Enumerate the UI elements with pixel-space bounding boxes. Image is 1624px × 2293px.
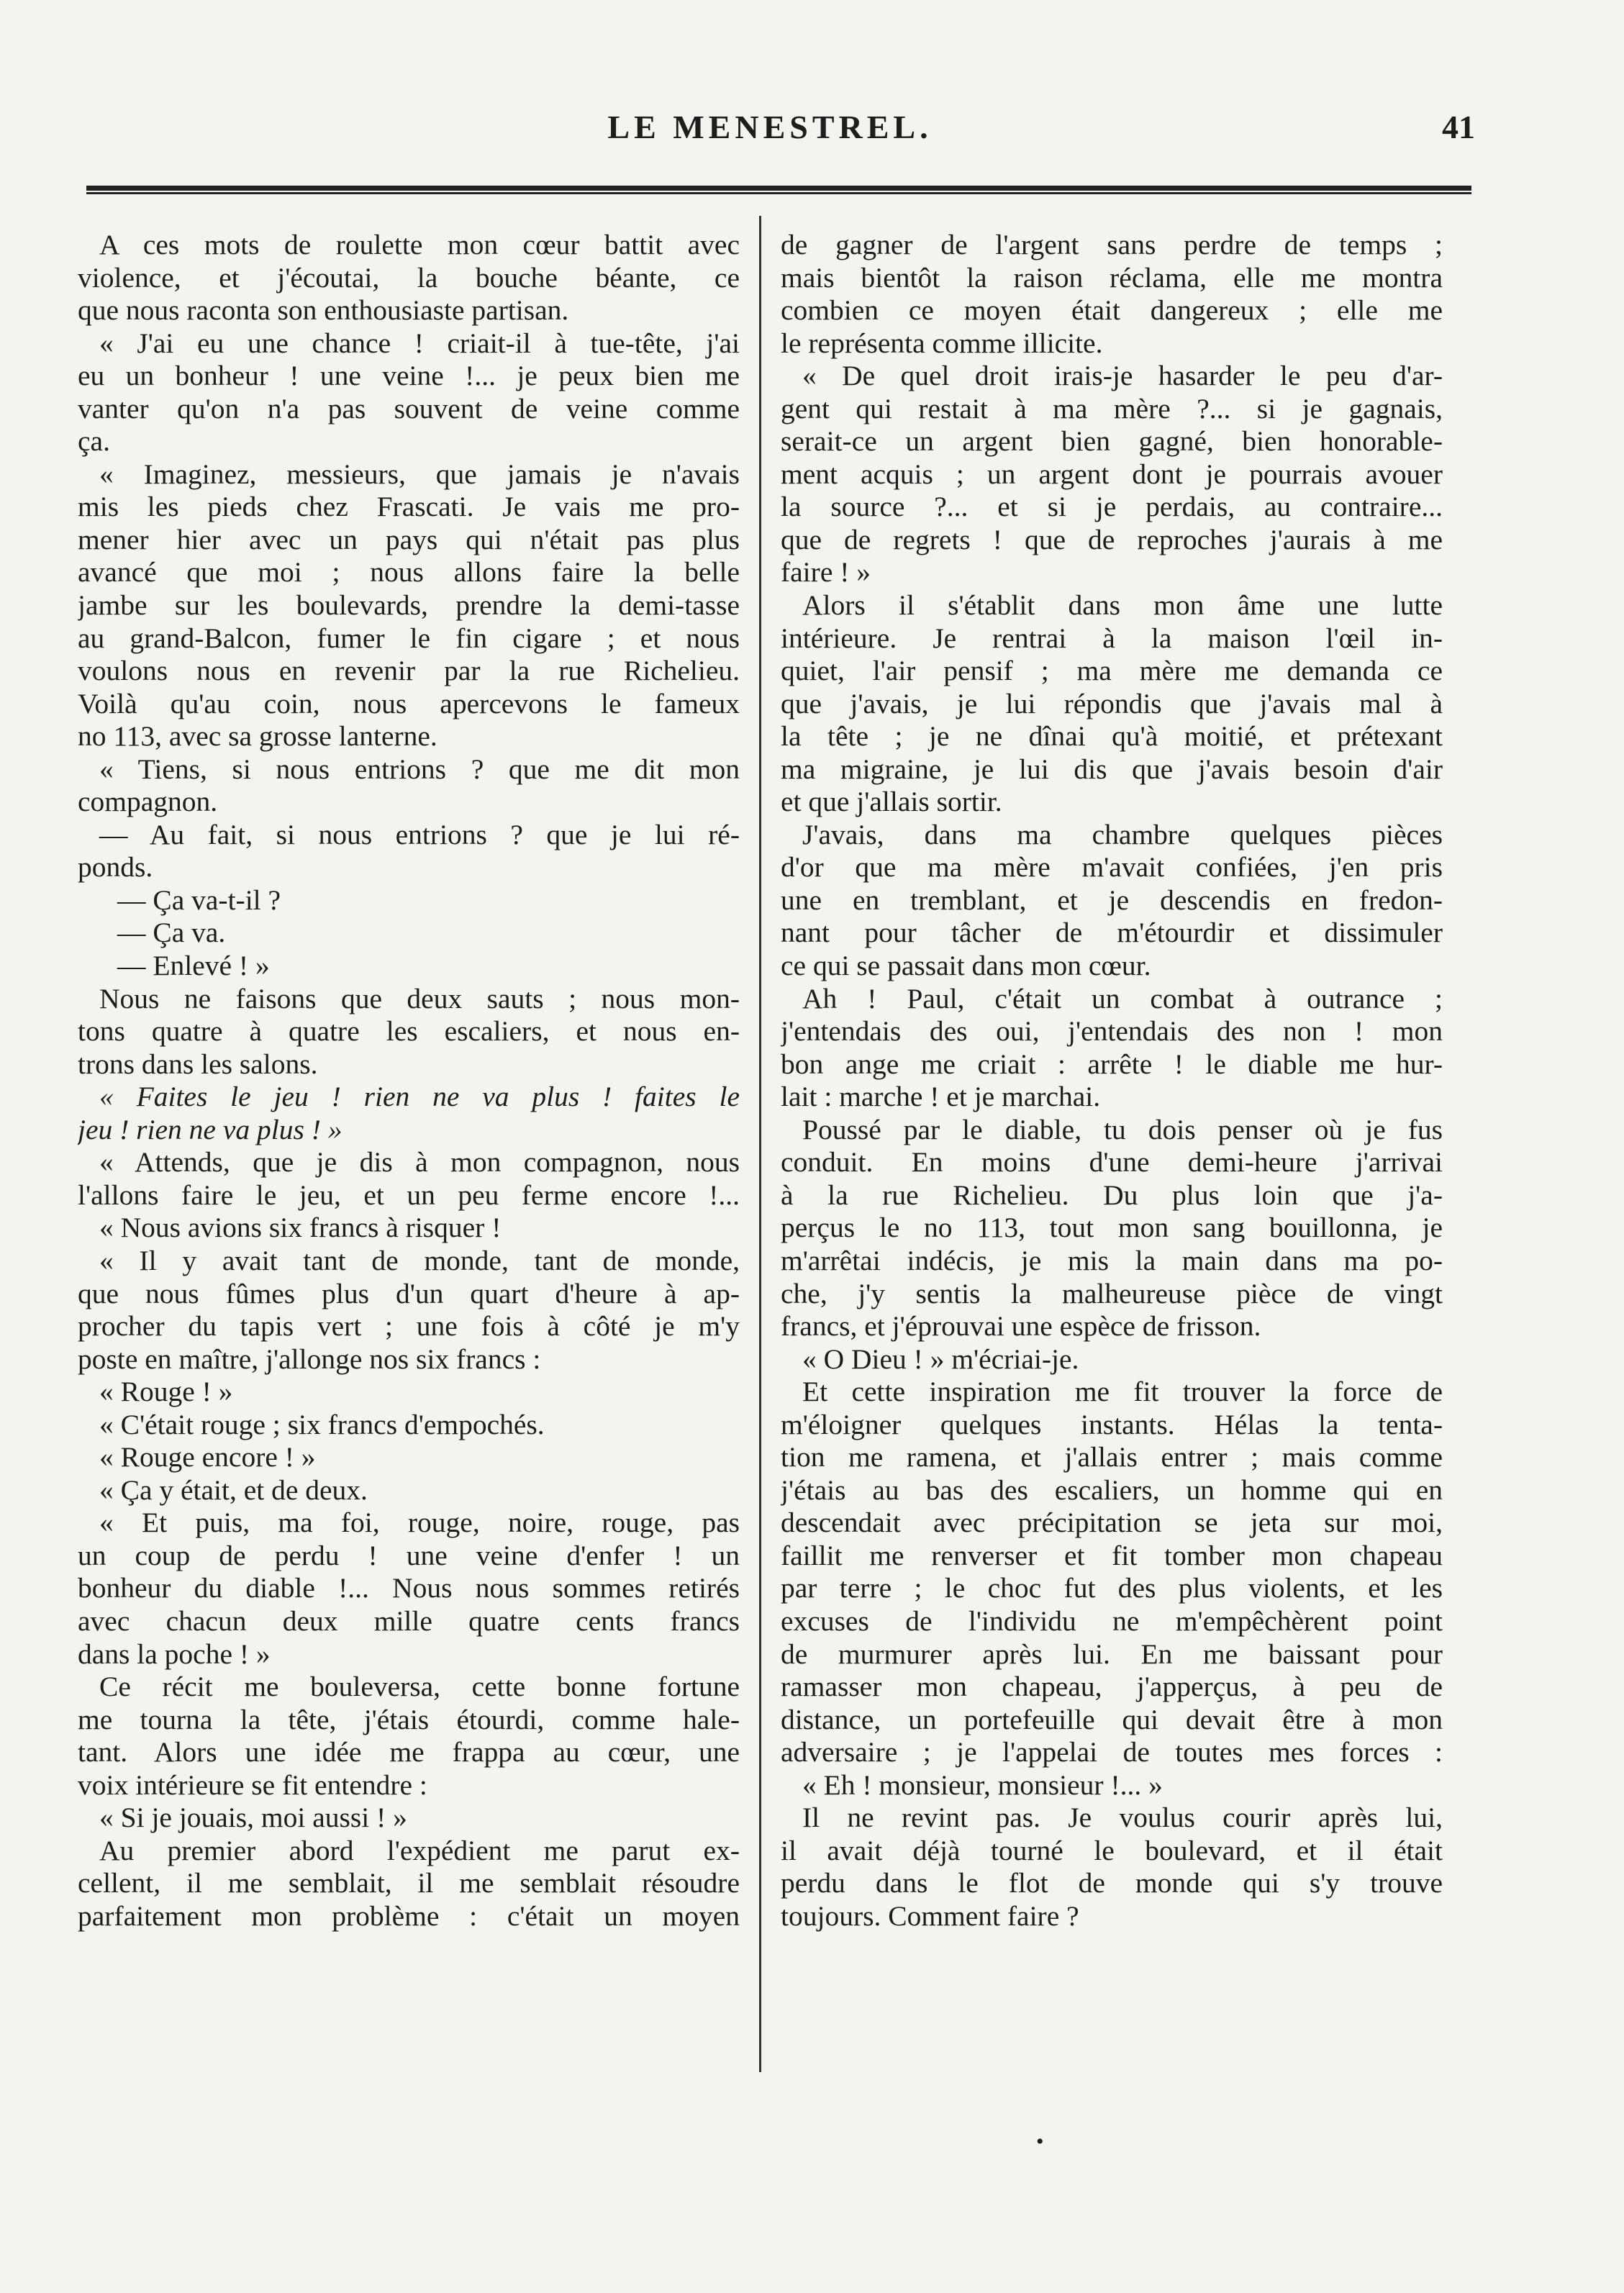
text-line: « Si je jouais, moi aussi ! » [99,1802,407,1834]
text-line: bonheur du diable !... Nous nous sommes retirés [78,1572,740,1604]
text-line: serait-ce un argent bien gagné, bien honorable- [781,425,1443,458]
text-line: excuses de l'individu ne m'empêchèrent point [781,1604,1443,1637]
text-line: jeu ! rien ne va plus ! » [78,1113,343,1145]
left-column [78,229,740,1933]
text-line: me tourna la tête, j'étais étourdi, comme hale- [78,1703,740,1735]
text-line: no 113, avec sa grosse lanterne. [78,720,437,753]
text-line: ça. [78,425,110,458]
text-line: Et cette inspiration me fit trouver la force de [802,1376,1443,1408]
text-line: — Ça va-t-il ? [117,884,281,916]
text-line: ma migraine, je lui dis que j'avais besoin d'air [781,753,1443,785]
text-line: bon ange me criait : arrête ! le diable me hur- [781,1048,1443,1080]
text-line: vanter qu'on n'a pas souvent de veine comme [78,392,740,424]
text-line: que de regrets ! que de reproches j'aurais à me [781,523,1443,555]
text-line: descendait avec précipitation se jeta sur moi, [781,1507,1443,1539]
text-line: mener hier avec un pays qui n'était pas plus [78,523,740,555]
text-line: avancé que moi ; nous allons faire la belle [78,556,740,589]
text-line: tons quatre à quatre les escaliers, et nous en- [78,1015,740,1048]
text-line: il avait déjà tourné le boulevard, et il était [781,1834,1443,1866]
text-line: « Nous avions six francs à risquer ! [99,1212,502,1244]
text-line: quiet, l'air pensif ; ma mère me demanda ce [781,655,1443,687]
text-line: Ce récit me bouleversa, cette bonne fortune [99,1671,740,1703]
text-line: « C'était rouge ; six francs d'empochés. [99,1408,545,1440]
text-line: procher du tapis vert ; une fois à côté je m'y [78,1310,740,1343]
text-line: poste en maître, j'allonge nos six francs : [78,1343,541,1375]
right-column [781,229,1443,1933]
page-header [65,108,1475,158]
text-line: cellent, il me semblait, il me semblait résoudre [78,1867,740,1899]
text-line: francs, et j'éprouvai une espèce de frisson. [781,1310,1261,1343]
text-line: Poussé par le diable, tu dois penser où je fus [802,1113,1443,1145]
text-line: par terre ; le choc fut des plus violents, et les [781,1572,1443,1604]
text-line: m'arrêtai indécis, je mis la main dans ma po- [781,1244,1443,1276]
text-line: m'éloigner quelques instants. Hélas la tenta- [781,1408,1443,1440]
text-line: « Il y avait tant de monde, tant de monde, [99,1244,740,1276]
text-line: « Rouge ! » [99,1376,233,1408]
text-line: de murmurer après lui. En me baissant pour [781,1638,1443,1670]
text-line: perdu dans le flot de monde qui s'y trouve [781,1867,1443,1899]
text-line: au grand-Balcon, fumer le fin cigare ; et nous [78,622,740,654]
text-line: une en tremblant, et je descendis en fredon- [781,884,1443,916]
text-line: violence, et j'écoutai, la bouche béante, ce [78,261,740,294]
text-line: tant. Alors une idée me frappa au cœur, une [78,1736,740,1768]
text-line: j'étais au bas des escaliers, un homme qui en [781,1474,1443,1506]
column-divider [759,216,761,2072]
text-line: parfaitement mon problème : c'était un moyen [78,1899,740,1932]
text-line: j'entendais des oui, j'entendais des non ! mon [781,1015,1443,1048]
text-line: ponds. [78,851,153,884]
text-line: d'or que ma mère m'avait confiées, j'en pris [781,851,1443,884]
text-line: eu un bonheur ! une veine !... je peux bien me [78,360,740,392]
text-line: la source ?... et si je perdais, au contraire... [781,491,1443,523]
text-line: « Tiens, si nous entrions ? que me dit mon [99,753,740,785]
text-line: mais bientôt la raison réclama, elle me montra [781,261,1443,294]
text-line: la tête ; je ne dînai qu'à moitié, et prétexant [781,720,1443,753]
text-line: avec chacun deux mille quatre cents francs [78,1604,740,1637]
text-line: jambe sur les boulevards, prendre la demi-tasse [78,589,740,622]
text-line: le représenta comme illicite. [781,327,1103,359]
text-line: conduit. En moins d'une demi-heure j'arrivai [781,1146,1443,1179]
text-line: « Et puis, ma foi, rouge, noire, rouge, pas [99,1507,740,1539]
text-line: l'allons faire le jeu, et un peu ferme encore !... [78,1179,740,1211]
running-title: LE MENESTREL. [607,109,933,145]
text-line: nant pour tâcher de m'étourdir et dissimuler [781,917,1443,949]
text-line: Voilà qu'au coin, nous apercevons le fameux [78,687,740,719]
text-line: voulons nous en revenir par la rue Richelieu. [78,655,740,687]
text-line: faillit me renverser et fit tomber mon chapeau [781,1539,1443,1571]
text-line: lait : marche ! et je marchai. [781,1081,1101,1113]
text-line: dans la poche ! » [78,1638,271,1670]
text-line: gent qui restait à ma mère ?... si je gagnais, [781,392,1443,424]
text-line: que nous raconta son enthousiaste partisan. [78,294,569,327]
text-line: à la rue Richelieu. Du plus loin que j'a- [781,1179,1443,1211]
text-line: J'avais, dans ma chambre quelques pièces [802,818,1443,850]
text-line: ment acquis ; un argent dont je pourrais avouer [781,458,1443,490]
text-line: — Enlevé ! » [117,950,270,982]
text-line: perçus le no 113, tout mon sang bouillonna, je [781,1212,1443,1244]
text-line: « Faites le jeu ! rien ne va plus ! faites le [99,1081,740,1113]
text-line: A ces mots de roulette mon cœur battit avec [99,229,740,260]
text-line: tion me ramena, et j'allais entrer ; mais comme [781,1441,1443,1474]
text-line: trons dans les salons. [78,1048,318,1080]
text-line: toujours. Comment faire ? [781,1899,1079,1932]
text-line: che, j'y sentis la malheureuse pièce de vingt [781,1277,1443,1309]
text-line: un coup de perdu ! une veine d'enfer ! un [78,1539,740,1571]
text-line: « Imaginez, messieurs, que jamais je n'avais [99,458,740,490]
text-line: « Rouge encore ! » [99,1441,316,1474]
text-line: — Au fait, si nous entrions ? que je lui ré- [99,818,740,850]
text-line: « Ça y était, et de deux. [99,1474,368,1506]
text-line: adversaire ; je l'appelai de toutes mes forces : [781,1736,1443,1768]
text-line: ce qui se passait dans mon cœur. [781,950,1151,982]
text-line: compagnon. [78,786,218,818]
ornament-dot: • [1036,2130,1044,2153]
text-line: que nous fûmes plus d'un quart d'heure à ap- [78,1277,740,1309]
text-line: intérieure. Je rentrai à la maison l'œil in- [781,622,1443,654]
text-line: voix intérieure se fit entendre : [78,1768,427,1801]
text-line: ramasser mon chapeau, j'apperçus, à peu de [781,1671,1443,1703]
text-line: Alors il s'établit dans mon âme une lutte [802,589,1443,622]
text-line: « De quel droit irais-je hasarder le peu d'ar- [802,360,1443,392]
text-line: de gagner de l'argent sans perdre de temps ; [781,229,1443,260]
page-number: 41 [1442,109,1475,145]
text-line: distance, un portefeuille qui devait être à mon [781,1703,1443,1735]
text-line: — Ça va. [117,917,226,949]
text-line: « O Dieu ! » m'écriai-je. [802,1343,1079,1375]
text-line: Au premier abord l'expédient me parut ex- [99,1834,740,1866]
text-line: Il ne revint pas. Je voulus courir après lui, [802,1802,1443,1834]
text-line: mis les pieds chez Frascati. Je vais me pro- [78,491,740,523]
text-line: « Eh ! monsieur, monsieur !... » [802,1768,1163,1801]
text-line: et que j'allais sortir. [781,786,1002,818]
text-line: « Attends, que je dis à mon compagnon, nous [99,1146,740,1179]
text-line: que j'avais, je lui répondis que j'avais mal à [781,687,1443,719]
text-line: faire ! » [781,556,871,589]
text-line: Nous ne faisons que deux sauts ; nous mon- [99,982,740,1014]
text-line: Ah ! Paul, c'était un combat à outrance ; [802,982,1443,1014]
text-line: « J'ai eu une chance ! criait-il à tue-tête, j'ai [99,327,740,359]
text-line: combien ce moyen était dangereux ; elle me [781,294,1443,327]
header-rule [86,186,1471,194]
